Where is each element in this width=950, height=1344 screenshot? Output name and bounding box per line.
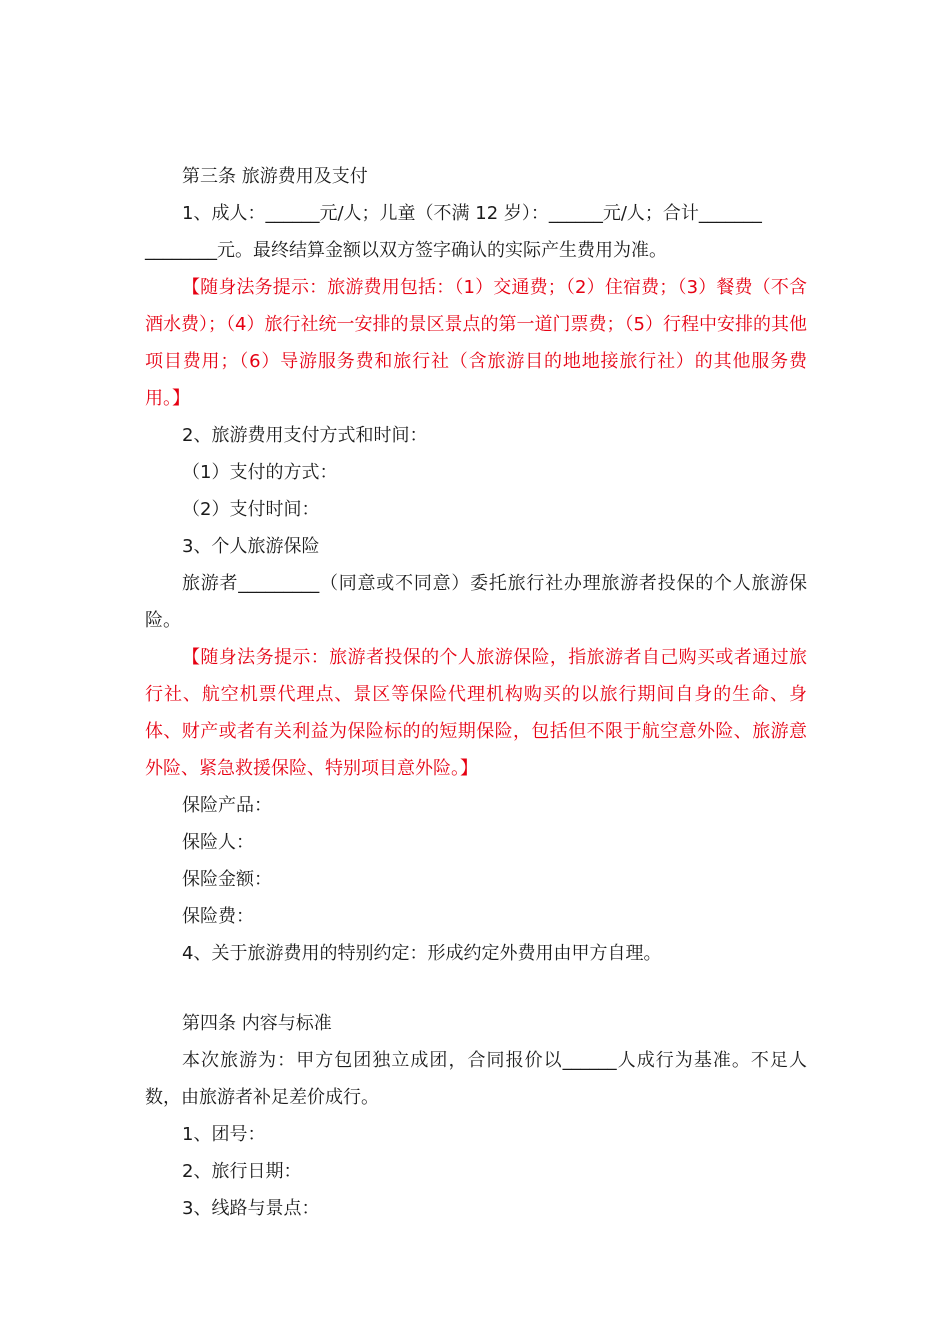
section-gap [145,972,807,1005]
insurance-heading: 3、个人旅游保险 [182,536,320,557]
payment-heading: 2、旅游费用支付方式和时间： [182,425,428,446]
route-and-sights: 3、线路与景点： [182,1198,320,1219]
insurance-consent: 旅游者_________（同意或不同意）委托旅行社办理旅游者投保的个人旅游保险。 [145,573,807,631]
legal-tip-fees: 【随身法务提示：旅游费用包括：（1）交通费；（2）住宿费；（3）餐费（不含酒水费）；（4）旅行社统一安排的景区景点的第一道门票费；（5）行程中安排的其他项目费用；（6）导游服务费和旅行社（含旅游目的地地接旅行社）的其他服务费用。】 [145,277,807,409]
fee-line-1: 1、成人：______元/人；儿童（不满 12 岁）：______元/人；合计_______ [182,203,762,224]
special-agreement: 4、关于旅游费用的特别约定：形成约定外费用由甲方自理。 [182,943,662,964]
document-body [145,158,807,1227]
insurance-insurer: 保险人： [182,832,254,853]
fee-line-2: ________元。最终结算金额以双方签字确认的实际产生费用为准。 [145,240,667,261]
section-4-title: 第四条 内容与标准 [182,1013,332,1034]
travel-date: 2、旅行日期： [182,1161,302,1182]
payment-method: （1）支付的方式： [182,462,338,483]
section-4-intro: 本次旅游为：甲方包团独立成团，合同报价以______人成行为基准。不足人数，由旅游者补足差价成行。 [145,1050,807,1108]
legal-tip-insurance: 【随身法务提示：旅游者投保的个人旅游保险，指旅游者自己购买或者通过旅行社、航空机票代理点、景区等保险代理机构购买的以旅行期间自身的生命、身体、财产或者有关利益为保险标的的短期保险，包括但不限于航空意外险、旅游意外险、紧急救援保险、特别项目意外险。】 [145,647,807,779]
payment-time: （2）支付时间： [182,499,320,520]
insurance-product: 保险产品： [182,795,272,816]
section-3-title: 第三条 旅游费用及支付 [182,166,368,187]
group-number: 1、团号： [182,1124,266,1145]
insurance-amount: 保险金额： [182,869,272,890]
insurance-premium: 保险费： [182,906,254,927]
